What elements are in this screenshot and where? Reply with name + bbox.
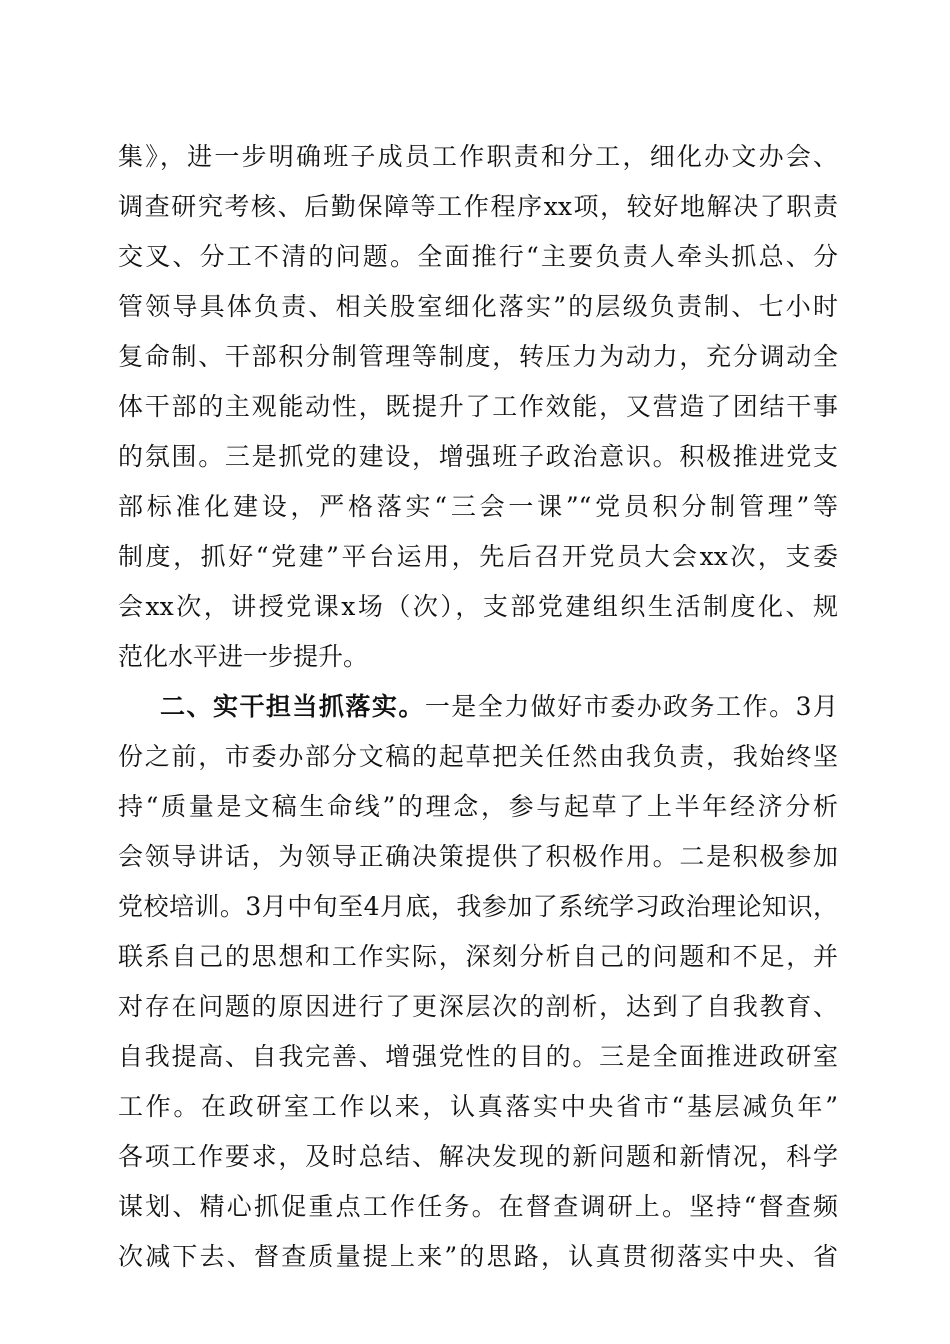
- paragraph-1-line: 制度，抓好“党建”平台运用，先后召开党员大会xx次，支委: [118, 542, 838, 571]
- section-2-first-line: [160, 685, 838, 729]
- section-2-line: 对存在问题的原因进行了更深层次的剖析，达到了自我教育、: [118, 992, 838, 1021]
- section-2-heading: 二、实干担当抓落实。: [160, 692, 425, 721]
- section-2-line: 各项工作要求，及时总结、解决发现的新问题和新情况，科学: [118, 1142, 838, 1171]
- paragraph-1-line: 交叉、分工不清的问题。全面推行“主要负责人牵头抓总、分: [118, 242, 838, 271]
- paragraph-1-line: 部标准化建设，严格落实“三会一课”“党员积分制管理”等: [118, 492, 838, 521]
- paragraph-1-line: 调查研究考核、后勤保障等工作程序xx项，较好地解决了职责: [118, 192, 838, 221]
- paragraph-1-line: 集》，进一步明确班子成员工作职责和分工，细化办文办会、: [118, 142, 838, 171]
- section-2-line: 次减下去、督查质量提上来”的思路，认真贯彻落实中央、省: [118, 1242, 838, 1271]
- section-2-line: 持“质量是文稿生命线”的理念，参与起草了上半年经济分析: [118, 792, 838, 821]
- section-2-line: 谋划、精心抓促重点工作任务。在督查调研上。坚持“督查频: [118, 1192, 838, 1221]
- section-2-line: 联系自己的思想和工作实际，深刻分析自己的问题和不足，并: [118, 942, 838, 971]
- paragraph-1-line: 范化水平进一步提升。: [118, 642, 369, 671]
- section-2-line: 份之前，市委办部分文稿的起草把关任然由我负责，我始终坚: [118, 742, 838, 771]
- paragraph-1-line: 体干部的主观能动性，既提升了工作效能，又营造了团结干事: [118, 392, 838, 421]
- paragraph-1-line: 会xx次，讲授党课x场（次），支部党建组织生活制度化、规: [118, 592, 838, 621]
- paragraph-1-line: 复命制、干部积分制管理等制度，转压力为动力，充分调动全: [118, 342, 838, 371]
- section-2-line: 工作。在政研室工作以来，认真落实中央省市“基层减负年”: [118, 1092, 838, 1121]
- section-2-first-line-text: 一是全力做好市委办政务工作。3月: [424, 692, 838, 721]
- section-2-line: 会领导讲话，为领导正确决策提供了积极作用。二是积极参加: [118, 842, 838, 871]
- section-2-line: 自我提高、自我完善、增强党性的目的。三是全面推进政研室: [118, 1042, 838, 1071]
- paragraph-1-line: 管领导具体负责、相关股室细化落实”的层级负责制、七小时: [118, 292, 838, 321]
- section-2-line: 党校培训。3月中旬至4月底，我参加了系统学习政治理论知识，: [118, 892, 838, 921]
- paragraph-1-line: 的氛围。三是抓党的建设，增强班子政治意识。积极推进党支: [118, 442, 838, 471]
